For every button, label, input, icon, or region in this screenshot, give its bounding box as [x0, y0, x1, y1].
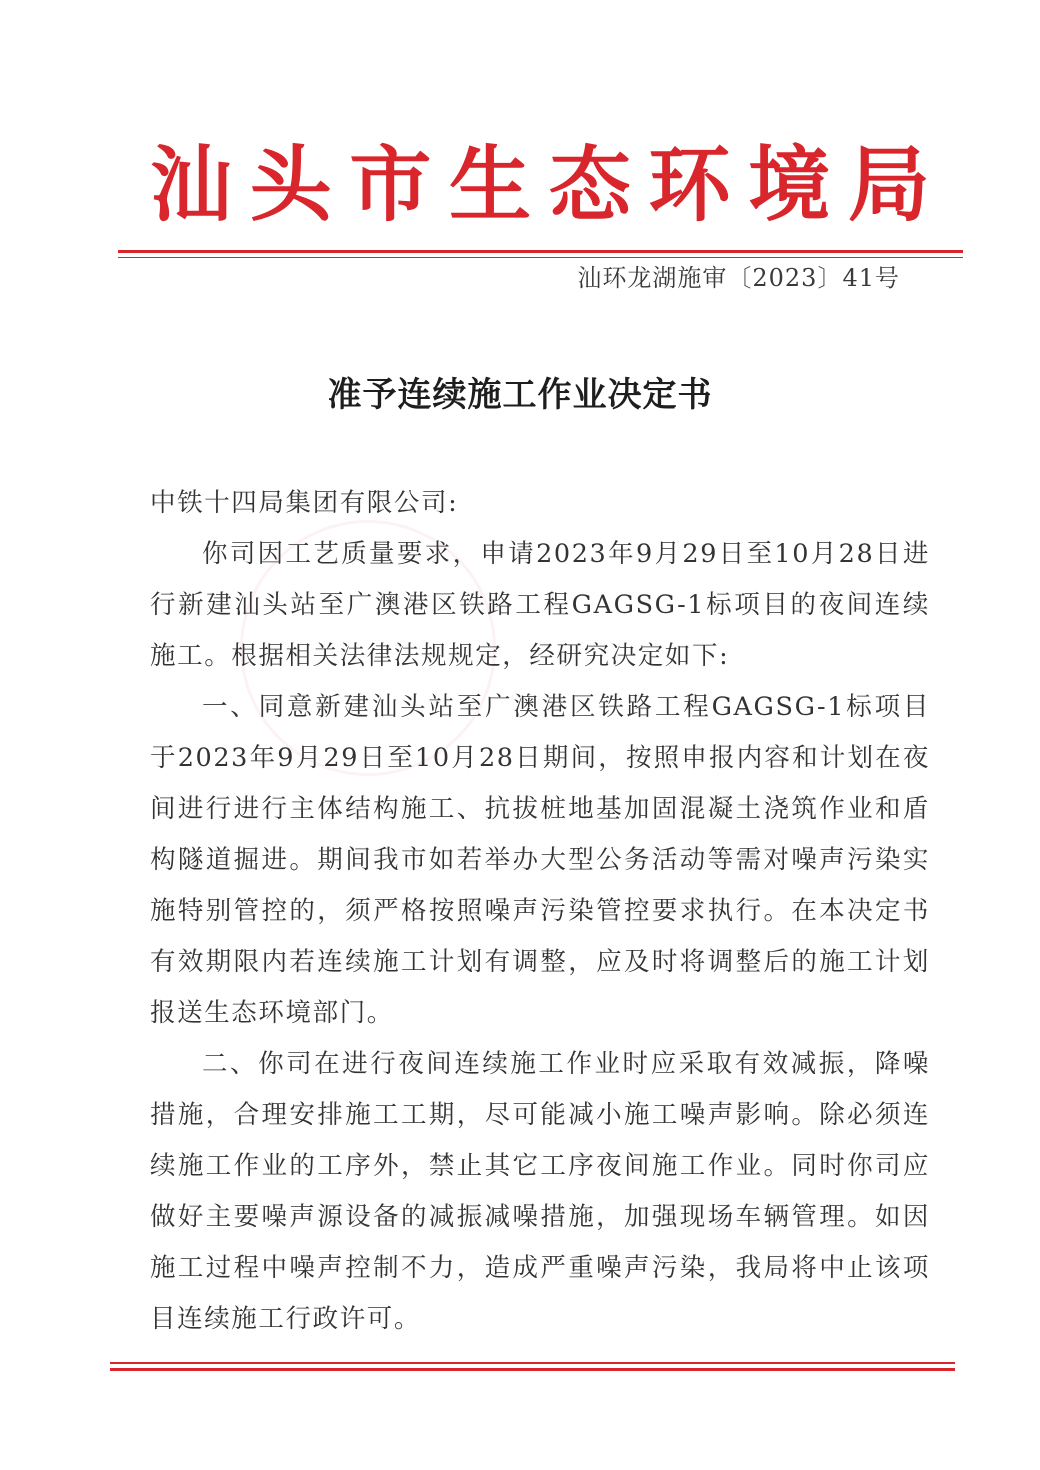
document-title: 准予连续施工作业决定书: [327, 375, 713, 415]
letterhead-char: 局: [847, 137, 930, 233]
document-body: [150, 478, 930, 1345]
footer-divider: [110, 1362, 955, 1364]
body-paragraph: 你司因工艺质量要求，申请2023年9月29日至10月28日进行新建汕头站至广澳港区铁路工程GAGSG-1标项目的夜间连续施工。根据相关法律法规规定，经研究决定如下:: [150, 539, 930, 671]
letterhead-char: 头: [249, 137, 332, 233]
letterhead-char: 环: [648, 137, 731, 233]
letterhead-char: 生: [449, 137, 532, 233]
addressee: 中铁十四局集团有限公司:: [150, 488, 459, 518]
body-paragraph: 一、同意新建汕头站至广澳港区铁路工程GAGSG-1标项目于2023年9月29日至10月28日期间，按照申报内容和计划在夜间进行进行主体结构施工、抗拔桩地基加固混凝土浇筑作业和盾构隧道掘进。期间我市如若举办大型公务活动等需对噪声污染实施特别管控的，须严格按照噪声污染管控要求执行。在本决定书有效期限内若连续施工计划有调整，应及时将调整后的施工计划报送生态环境部门。: [150, 692, 930, 1028]
letterhead-char: 态: [548, 137, 631, 233]
letterhead-issuer: [150, 135, 930, 235]
body-paragraph: 二、你司在进行夜间连续施工作业时应采取有效减振，降噪措施，合理安排施工工期，尽可能减小施工噪声影响。除必须连续施工作业的工序外，禁止其它工序夜间施工作业。同时你司应做好主要噪声源设备的减振减噪措施，加强现场车辆管理。如因施工过程中噪声控制不力，造成严重噪声污染，我局将中止该项目连续施工行政许可。: [150, 1049, 930, 1334]
letterhead-char: 境: [748, 137, 831, 233]
letterhead-char: 市: [349, 137, 432, 233]
letterhead-char: 汕: [150, 137, 233, 233]
document-number: 汕环龙湖施审〔2023〕41号: [577, 264, 900, 292]
letterhead-divider: [118, 250, 963, 253]
